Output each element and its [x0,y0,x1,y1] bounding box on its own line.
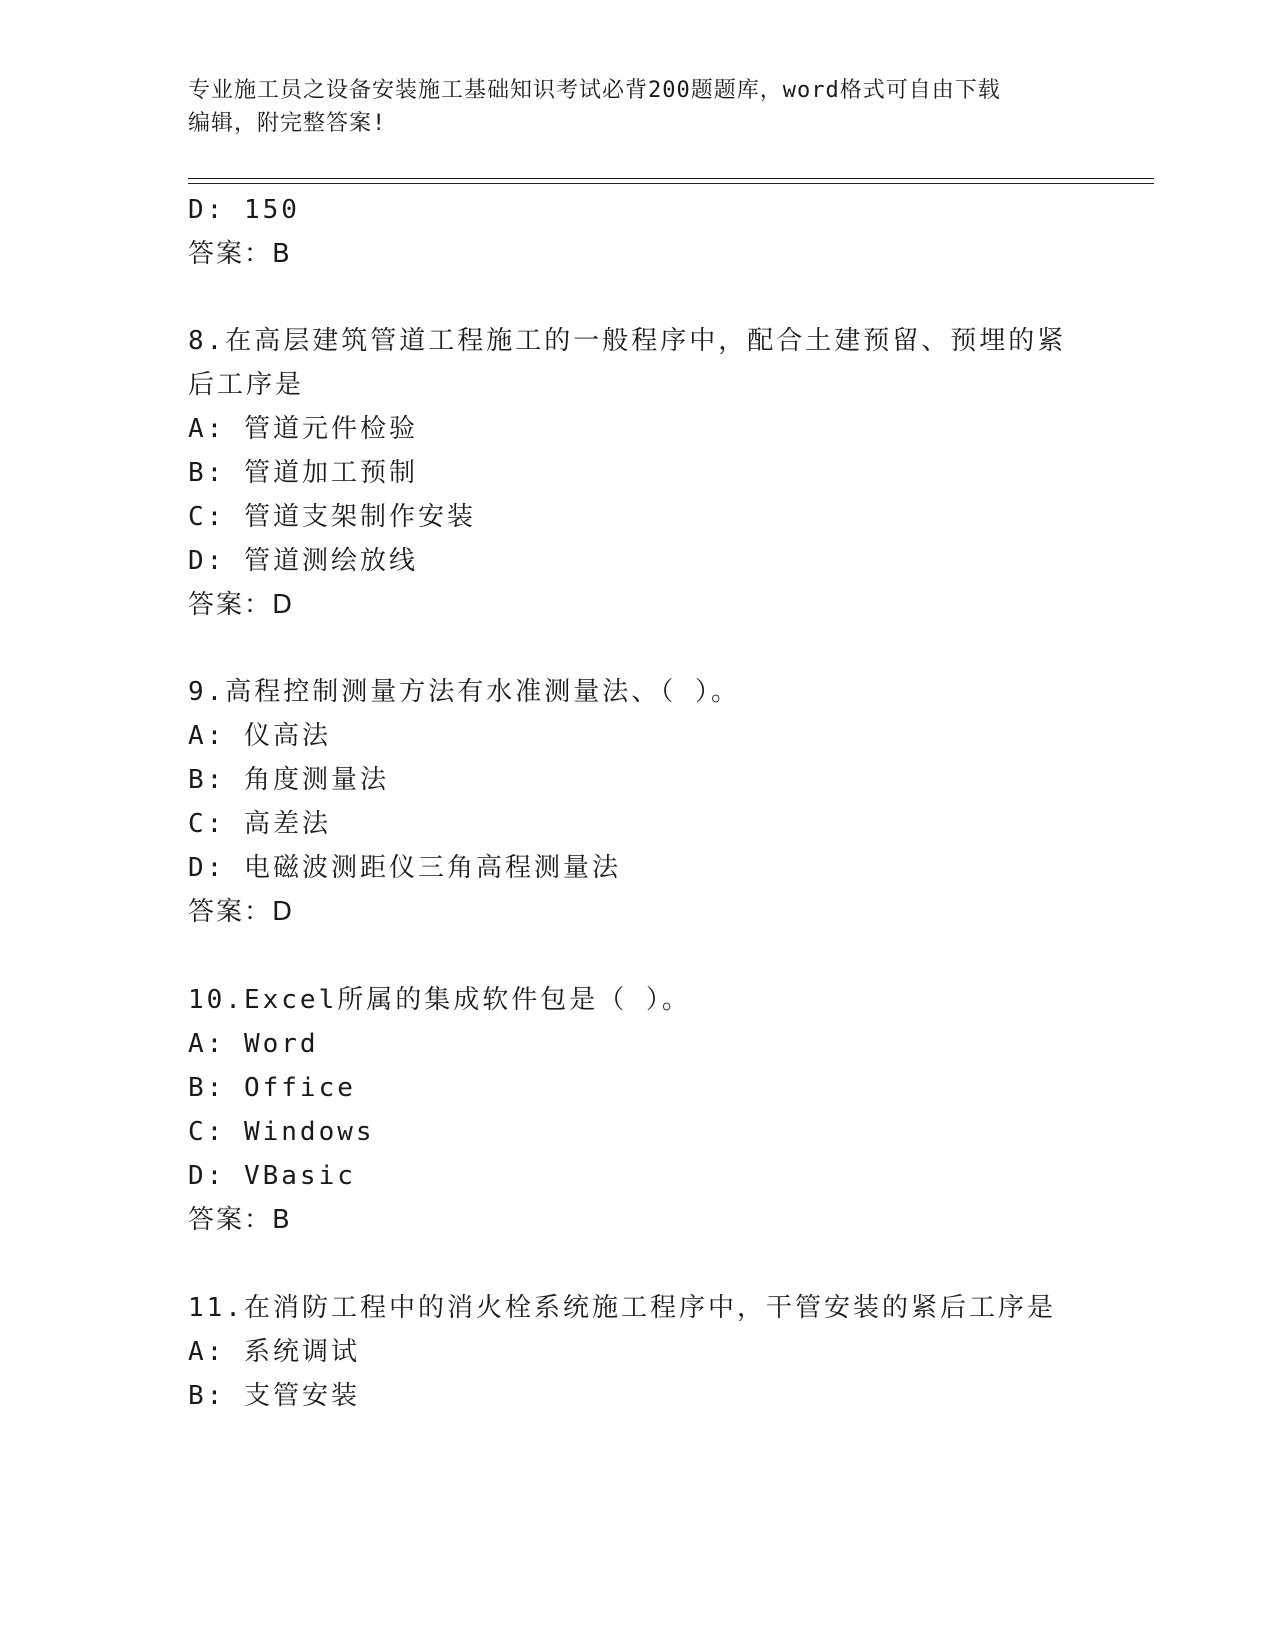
option-a: A: 仪高法 [188,721,331,751]
header-title-line-1: 专业施工员之设备安装施工基础知识考试必背200题题库，word格式可自由下载 [188,78,1001,103]
option-c: C: 管道支架制作安装 [188,502,476,532]
document-header [188,74,1088,140]
option-c: C: 高差法 [188,809,331,839]
option-c: C: Windows [188,1117,375,1147]
question-stem: 11.在消防工程中的消火栓系统施工程序中，干管安装的紧后工序是 [188,1293,1056,1323]
option-d: D: 150 [188,195,300,225]
option-b: B: 角度测量法 [188,765,389,795]
header-title-line-2: 编辑，附完整答案! [188,111,387,136]
header-divider-bottom [188,183,1154,184]
question-stem: 10.Excel所属的集成软件包是（ ）。 [188,985,691,1015]
answer: 答案：D [188,590,295,620]
header-divider-top [188,178,1154,179]
option-a: A: Word [188,1029,319,1059]
option-a: A: 系统调试 [188,1337,360,1367]
option-b: B: 支管安装 [188,1381,360,1411]
question-stem: 9.高程控制测量方法有水准测量法、（ ）。 [188,677,740,707]
question-stem-continued: 后工序是 [188,370,305,400]
question-stem: 8.在高层建筑管道工程施工的一般程序中，配合土建预留、预埋的紧 [188,326,1067,356]
option-b: B: Office [188,1073,356,1103]
answer: 答案：B [188,1205,292,1235]
option-d: D: 管道测绘放线 [188,546,418,576]
answer: 答案：B [188,239,292,269]
option-d: D: VBasic [188,1161,356,1191]
option-b: B: 管道加工预制 [188,458,418,488]
option-a: A: 管道元件检验 [188,414,418,444]
option-d: D: 电磁波测距仪三角高程测量法 [188,853,621,883]
answer: 答案：D [188,897,295,927]
